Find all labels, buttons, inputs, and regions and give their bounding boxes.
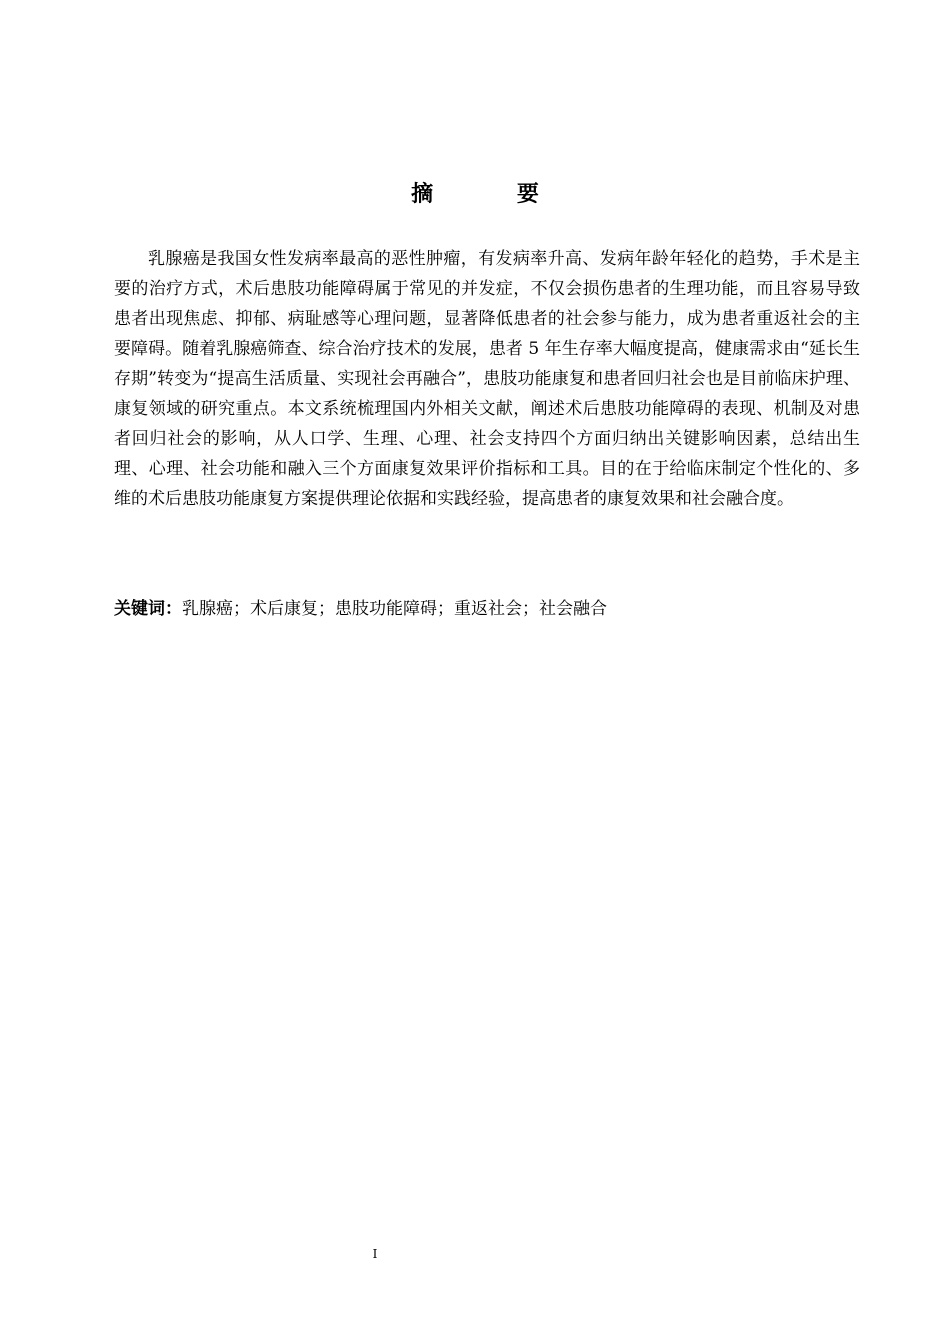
keywords-label: 关键词： — [114, 599, 182, 619]
abstract-paragraph: 乳腺癌是我国女性发病率最高的恶性肿瘤，有发病率升高、发病年龄年轻化的趋势，手术是主要的治疗方式，术后患肢功能障碍属于常见的并发症，不仅会损伤患者的生理功能，而且容易导致患者出现焦虑、抑郁、病耻感等心理问题，显著降低患者的社会参与能力，成为患者重返社会的主要障碍。随着乳腺癌筛查、综合治疗技术的发展，患者 5 年生存率大幅度提高，健康需求由“延长生存期”转变为“提高生活质量、实现社会再融合”，患肢功能康复和患者回归社会也是目前临床护理、康复领域的研究重点。本文系统梳理国内外相关文献，阐述术后患肢功能障碍的表现、机制及对患者回归社会的影响，从人口学、生理、心理、社会支持四个方面归纳出关键影响因素，总结出生理、心理、社会功能和融入三个方面康复效果评价指标和工具。目的在于给临床制定个性化的、多维的术后患肢功能康复方案提供理论依据和实践经验，提高患者的康复效果和社会融合度。 — [114, 249, 860, 509]
keywords-list: 乳腺癌；术后康复；患肢功能障碍；重返社会；社会融合 — [182, 599, 607, 619]
page-number: I — [372, 1247, 378, 1261]
abstract-title: 摘 要 — [411, 182, 577, 207]
keywords-line — [114, 594, 860, 624]
